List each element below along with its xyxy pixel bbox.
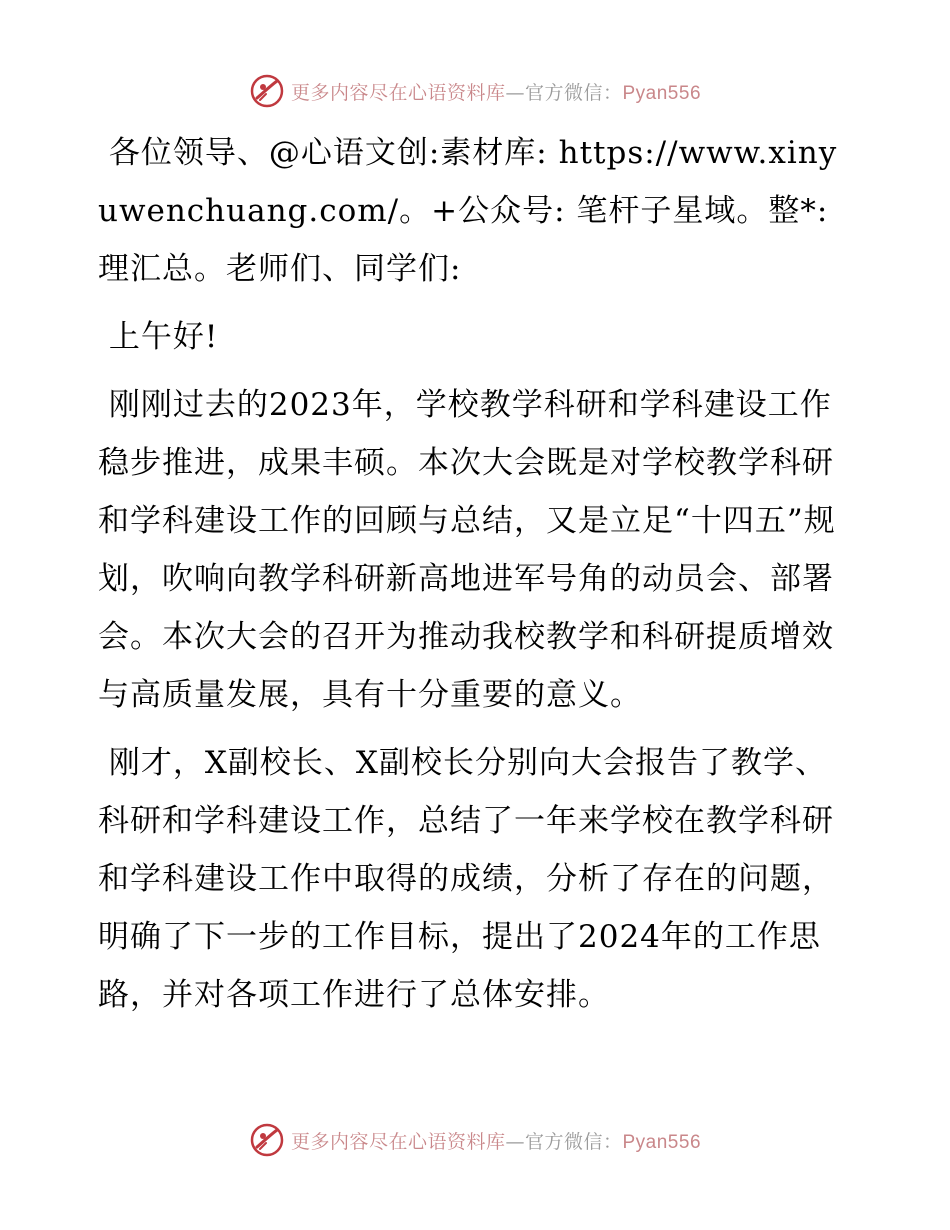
paragraph-report: 刚才，X副校长、X副校长分别向大会报告了教学、科研和学科建设工作，总结了一年来学校在教学科研和学科建设工作中取得的成绩，分析了存在的问题，明确了下一步的工作目标，提出了2024年的工作思路，并对各项工作进行了总体安排。: [98, 745, 834, 1013]
banner-wechat-id: Pyan556: [622, 1131, 702, 1153]
document-body: [98, 124, 858, 1034]
header-banner: [0, 71, 950, 111]
footer-banner: [0, 1120, 950, 1160]
banner-sub-text: 官方微信：: [524, 1130, 623, 1153]
banner-main-text: 更多内容尽在心语资料库: [290, 81, 506, 104]
banner-dash: —: [505, 1130, 525, 1153]
banner-text: [291, 1127, 701, 1154]
banner-main-text: 更多内容尽在心语资料库: [290, 1130, 506, 1153]
paragraph-good-morning: 上午好!: [98, 319, 219, 355]
banner-dash: —: [505, 81, 525, 104]
pen-logo-icon: [249, 1122, 285, 1158]
banner-sub-text: 官方微信：: [524, 81, 623, 104]
paragraph-review: 刚刚过去的2023年，学校教学科研和学科建设工作稳步推进，成果丰硕。本次大会既是对学校教学科研和学科建设工作的回顾与总结，又是立足“十四五”规划，吹响向教学科研新高地进军号角的动员会、部署会。本次大会的召开为推动我校教学和科研提质增效与高质量发展，具有十分重要的意义。: [98, 387, 836, 713]
banner-text: [291, 78, 701, 105]
pen-logo-icon: [249, 73, 285, 109]
paragraph-greeting: 各位领导、@心语文创:素材库: https://www.xinyuwenchuang.com/。+公众号: 笔杆子星域。整*:理汇总。老师们、同学们:: [98, 135, 838, 287]
banner-wechat-id: Pyan556: [622, 82, 702, 104]
